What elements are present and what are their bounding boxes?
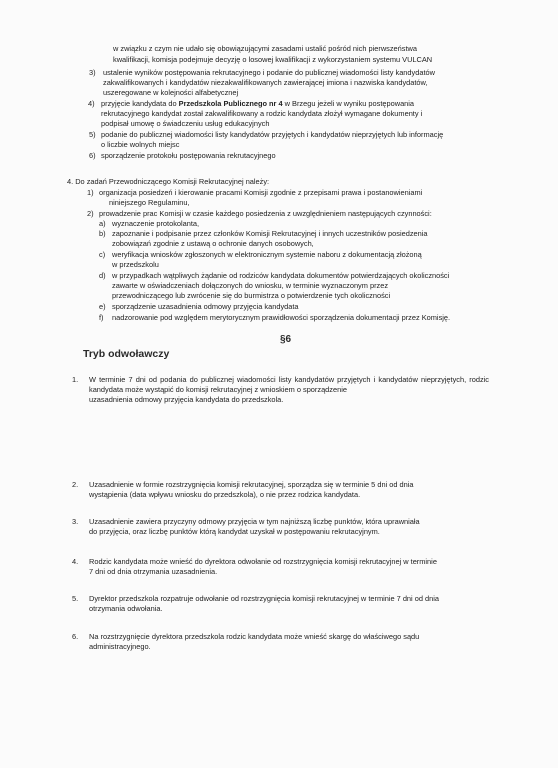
paragraph (89, 594, 489, 614)
text-line: sporządzenie protokołu postępowania rekrutacyjnego (101, 151, 276, 160)
school-name: Przedszkola Publicznego nr 4 (178, 99, 283, 108)
list-number: 4) (88, 99, 95, 108)
text-line: zapoznanie i podpisanie przez członków Komisji Rekrutacyjnej i innych uczestników posiedzenia (112, 229, 428, 238)
text-line: kwalifikacji, komisja podejmuje decyzję o losowej kwalifikacji z wykorzystaniem systemu VULCAN (113, 55, 433, 64)
text-line (101, 99, 414, 109)
sub-letter: a) (99, 219, 106, 228)
paragraph (89, 375, 489, 406)
point-heading: 4. Do zadań Przewodniczącego Komisji Rekrutacyjnej należy: (67, 177, 270, 186)
text-line: przewodniczącego lub zwrócenie się do burmistrza o potwierdzenie tych okoliczności (112, 291, 391, 300)
paragraph-text: Na rozstrzygnięcie dyrektora przedszkola rodzic kandydata może wnieść skargę do właściwego sądu (89, 632, 420, 641)
paragraph (89, 480, 489, 500)
paragraph (89, 517, 489, 537)
paragraph-number: 5. (72, 594, 79, 603)
list-number: 2) (87, 209, 94, 218)
sub-letter: b) (99, 229, 106, 238)
text-line: rekrutacyjnego kandydat został zakwalifikowany a rodzic kandydata złożył wymagane dokumenty i (101, 109, 423, 118)
text-line: niniejszego Regulaminu, (109, 198, 190, 207)
sub-letter: d) (99, 271, 106, 280)
text-line: uszeregowane w kolejności alfabetycznej (103, 88, 239, 97)
paragraph-last-line: wystąpienia (data wpływu wniosku do przedszkola), o nie przez rodzica kandydata. (89, 490, 361, 500)
text-span: w Brzegu jeżeli w wyniku postępowania (284, 99, 415, 108)
text-line: w związku z czym nie udało się obowiązującymi zasadami ustalić pośród nich pierwszeństwa (113, 44, 417, 53)
paragraph-number: 2. (72, 480, 79, 489)
paragraph-number: 6. (72, 632, 79, 641)
sub-letter: e) (99, 302, 106, 311)
text-line: zakwalifikowanych i kandydatów niezakwalifikowanych zawierającej imiona i nazwiska kandydatów, (103, 78, 428, 87)
paragraph-number: 1. (72, 375, 79, 384)
text-line: wyznaczenie protokolanta, (112, 219, 200, 228)
paragraph-text: Dyrektor przedszkola rozpatruje odwołanie od rozstrzygnięcia komisji rekrutacyjnej w terminie 7 dni od dnia (89, 594, 439, 603)
text-line: w przedszkolu (112, 260, 159, 269)
paragraph-text: Uzasadnienie zawiera przyczyny odmowy przyjęcia w tym najniższą liczbę punktów, która uprawniała (89, 517, 420, 526)
text-line: ustalenie wyników postępowania rekrutacyjnego i podanie do publicznej wiadomości listy kandydatów (103, 68, 435, 77)
paragraph-last-line: otrzymania odwołania. (89, 604, 163, 614)
paragraph-last-line: 7 dni od dnia otrzymania uzasadnienia. (89, 567, 218, 577)
list-number: 5) (89, 130, 96, 139)
text-line: sporządzenie uzasadnienia odmowy przyjęcia kandydata (112, 302, 299, 311)
text-line: zawarte w oświadczeniach dołączonych do wniosku, w terminie wyznaczonym przez (112, 281, 389, 290)
paragraph (89, 557, 489, 577)
paragraph-text: W terminie 7 dni od podania do publicznej wiadomości listy kandydatów przyjętych i kandydatów nieprzyjętych, rodzic kandydata może wystąpić do komisji rekrutacyjnej z wnioskiem o sporządzenie (89, 375, 489, 395)
text-line: podpisał umowę o świadczeniu usług edukacyjnych (101, 119, 270, 128)
text-span: przyjęcie kandydata do (101, 99, 177, 108)
section-title: Tryb odwoławczy (83, 348, 170, 360)
paragraph-last-line: uzasadnienia odmowy przyjęcia kandydata do przedszkola. (89, 395, 284, 405)
list-number: 1) (87, 188, 94, 197)
paragraph-last-line: administracyjnego. (89, 642, 151, 652)
text-line: prowadzenie prac Komisji w czasie każdego posiedzenia z uwzględnieniem następujących czynności: (99, 209, 432, 218)
section-symbol: §6 (280, 334, 292, 345)
paragraph-text: Rodzic kandydata może wnieść do dyrektora odwołanie od rozstrzygnięcia komisji rekrutacyjnej w terminie (89, 557, 437, 566)
paragraph-number: 4. (72, 557, 79, 566)
text-line: weryfikacja wniosków zgłoszonych w elektronicznym systemie naboru z dokumentacją złożoną (112, 250, 422, 259)
text-line: w przypadkach wątpliwych żądanie od rodziców kandydata dokumentów potwierdzających okoliczności (112, 271, 450, 280)
text-line: podanie do publicznej wiadomości listy kandydatów przyjętych i kandydatów nieprzyjętych lub informację (101, 130, 444, 139)
list-number: 3) (89, 68, 96, 77)
text-line: organizacja posiedzeń i kierowanie pracami Komisji zgodnie z przepisami prawa i postanowieniami (99, 188, 423, 197)
text-line: o liczbie wolnych miejsc (101, 140, 180, 149)
text-line: nadzorowanie pod względem merytorycznym prawidłowości sporządzenia dokumentacji przez Komisję. (112, 313, 451, 322)
sub-letter: f) (99, 313, 104, 322)
sub-letter: c) (99, 250, 106, 259)
paragraph-last-line: do przyjęcia, oraz liczbę punktów którą kandydat uzyskał w postępowaniu rekrutacyjnym. (89, 527, 380, 537)
paragraph-text: Uzasadnienie w formie rozstrzygnięcia komisji rekrutacyjnej, sporządza się w terminie 5 dni od dnia (89, 480, 414, 489)
list-number: 6) (89, 151, 96, 160)
paragraph (89, 632, 489, 652)
paragraph-number: 3. (72, 517, 79, 526)
text-line: zobowiązań zgodnie z ustawą o ochronie danych osobowych, (112, 239, 314, 248)
